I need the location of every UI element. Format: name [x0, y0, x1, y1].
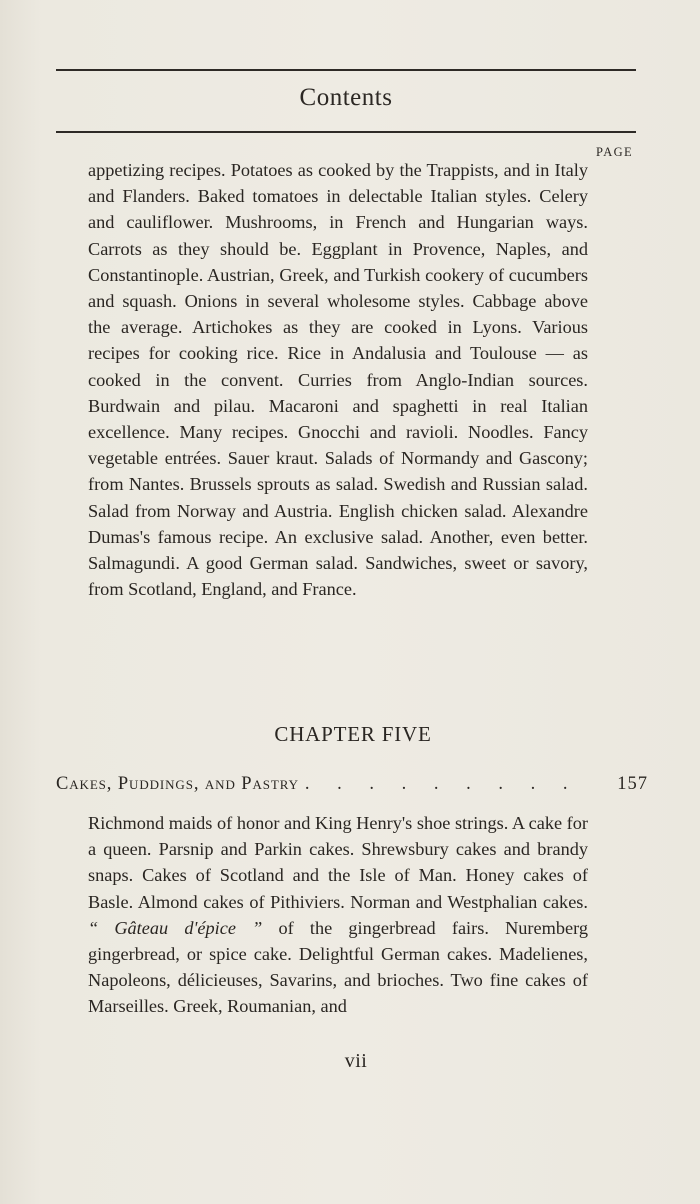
toc-entry[interactable] [56, 774, 648, 802]
chapter-summary-paragraph [88, 810, 588, 1020]
summary-text-part-2: of the gingerbread fairs. Nuremberg gingerbread, or spice cake. Delightful German cakes. Madelienes, Napoleons, délicieuses, Savarins, and brioches. Two fine cakes of Marseilles. Greek, Roumanian, and [88, 917, 588, 1017]
bottom-rule [56, 131, 636, 133]
continued-summary-paragraph: appetizing recipes. Potatoes as cooked by the Trappists, and in Italy and Flanders. Baked tomatoes in delectable Italian styles. Celery and cauliflower. Mushrooms, in French and Hungarian ways. Carrots as they should be. Eggplant in Provence, Naples, and Constantinople. Austrian, Greek, and Turkish cookery of cucumbers and squash. Onions in several wholesome styles. Cabbage above the average. Artichokes as they are cooked in Lyons. Various recipes for cooking rice. Rice in Andalusia and Toulouse — as cooked in the convent. Curries from Anglo-Indian sources. Burdwain and pilau. Macaroni and spaghetti in real Italian excellence. Many recipes. Gnocchi and ravioli. Noodles. Fancy vegetable entrées. Sauer kraut. Salads of Normandy and Gascony; from Nantes. Brussels sprouts as salad. Swedish and Russian salad. Salad from Norway and Austria. English chicken salad. Alexandre Dumas's famous recipe. An exclusive salad. Another, even better. Salmagundi. A good German salad. Sandwiches, sweet or savory, from Scotland, England, and France. [88, 160, 588, 600]
toc-page-number: 157 [617, 774, 648, 794]
summary-quoted-title: “ Gâteau d'épice ” [88, 917, 263, 938]
summary-text-part-1: Richmond maids of honor and King Henry's shoe strings. A cake for a queen. Parsnip and Parkin cakes. Shrewsbury cakes and brandy snaps. Cakes of Scotland and the Isle of Man. Honey cakes of Basle. Almond cakes of Pithiviers. Norman and Westphalian cakes. [88, 813, 588, 912]
running-head: Contents [299, 84, 393, 111]
page-column-label: PAGE [596, 145, 634, 159]
toc-entry-title: Cakes, Puddings, and Pastry [56, 774, 299, 794]
top-rule [56, 69, 636, 71]
page-folio: vii [344, 1050, 368, 1072]
chapter-heading: CHAPTER FIVE [274, 722, 432, 746]
toc-leader-dots: . . . . . . . . . [304, 774, 579, 794]
